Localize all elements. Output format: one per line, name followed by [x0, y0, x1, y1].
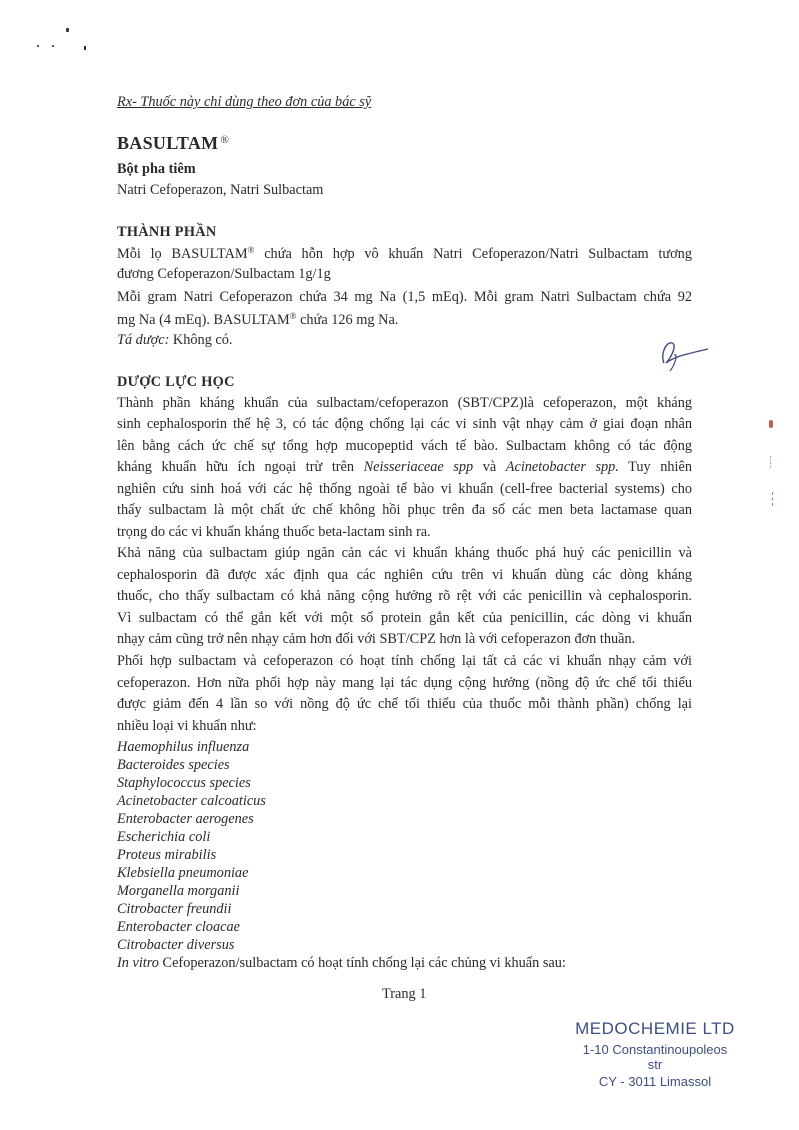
- product-title: [117, 133, 229, 154]
- active-ingredients: Natri Cefoperazon, Natri Sulbactam: [117, 182, 324, 198]
- species-item: Morganella morganii: [117, 883, 240, 899]
- product-name: BASULTAM: [117, 133, 219, 153]
- species-item: Enterobacter aerogenes: [117, 811, 254, 827]
- composition-line-4: mg Na (4 mEq). BASULTAM® chứa 126 mg Na.: [117, 311, 399, 328]
- species-item: Enterobacter cloacae: [117, 919, 240, 935]
- scan-speck: [52, 45, 54, 47]
- dosage-form: Bột pha tiêm: [117, 161, 196, 177]
- margin-mark: [769, 420, 773, 428]
- margin-mark: [770, 456, 777, 468]
- registered-mark: ®: [220, 134, 230, 146]
- pd-p2-line: thuốc, cho thấy sulbactam có khả năng cộng hưởng rõ rệt với các penicillin và cephalosporin.: [117, 588, 692, 604]
- in-vitro-line: In vitro Cefoperazon/sulbactam có hoạt tính chống lại các chủng vi khuẩn sau:: [117, 955, 566, 971]
- stamp-address-1: 1-10 Constantinoupoleos str: [582, 1042, 728, 1072]
- signature-icon: [652, 333, 712, 377]
- pd-p1-line: Thành phần kháng khuẩn của sulbactam/cefoperazon (SBT/CPZ)là cefoperazon, một kháng: [117, 395, 692, 411]
- pd-p1-line: nghiên cứu sinh hoá với các hệ thống ngoài tế bào vi khuẩn (cell-free bacterial systems) cho: [117, 481, 692, 497]
- species-item: Citrobacter freundii: [117, 901, 232, 917]
- pd-p1-line: lên bằng cách ức chế sự tổng hợp mucopeptid vách tế bào. Sulbactam không có tác động: [117, 438, 692, 454]
- pd-p1-line: kháng khuẩn hữu ích ngoại trừ trên Neisseriaceae spp và Acinetobacter spp. Tuy nhiên: [117, 459, 692, 475]
- composition-line-3: Mỗi gram Natri Cefoperazon chứa 34 mg Na (1,5 mEq). Mỗi gram Natri Sulbactam chứa 92: [117, 289, 692, 305]
- pd-p1-line: trọng do các vi khuẩn kháng thuốc beta-lactam sinh ra.: [117, 524, 431, 540]
- stamp-address-2: CY - 3011 Limassol: [598, 1074, 712, 1089]
- species-item: Klebsiella pneumoniae: [117, 865, 249, 881]
- composition-heading: THÀNH PHẦN: [117, 224, 217, 240]
- rx-note: Rx- Thuốc này chỉ dùng theo đơn của bác sỹ: [117, 94, 372, 110]
- species-item: Haemophilus influenza: [117, 739, 250, 755]
- species-item: Staphylococcus species: [117, 775, 251, 791]
- species-item: Bacteroides species: [117, 757, 230, 773]
- species-item: Acinetobacter calcoaticus: [117, 793, 266, 809]
- pd-p2-line: Khả năng của sulbactam giúp ngăn cản các vi khuẩn kháng thuốc phá huỷ các penicillin và: [117, 545, 692, 561]
- margin-mark: [772, 492, 776, 506]
- scan-speck: [37, 45, 39, 47]
- species-item: Citrobacter diversus: [117, 937, 235, 953]
- excipient-line: Tá dược: Không có.: [117, 332, 233, 348]
- scan-speck: [84, 46, 86, 50]
- pd-p3-line: Phối hợp sulbactam và cefoperazon có hoạt tính chống lại tất cả các vi khuẩn nhạy cảm với: [117, 653, 692, 669]
- company-stamp: [575, 1019, 735, 1089]
- page-number: Trang 1: [382, 986, 427, 1002]
- species-item: Escherichia coli: [117, 829, 211, 845]
- pd-p2-line: cephalosporin đã được xác định qua các nghiên cứu trên vi khuẩn dùng các dòng kháng: [117, 567, 692, 583]
- pharmacodynamics-heading: DƯỢC LỰC HỌC: [117, 374, 235, 390]
- pd-p2-line: Vì sulbactam có thể gắn kết với một số protein gắn kết của penicillin, các dòng vi khuẩn: [117, 610, 692, 626]
- composition-line-1: Mỗi lọ BASULTAM® chứa hỗn hợp vô khuẩn Natri Cefoperazon/Natri Sulbactam tương: [117, 245, 692, 262]
- pd-p3-line: cefoperazon. Hơn nữa phối hợp này mang lại tác dụng cộng hưởng (nồng độ ức chế tối thiểu: [117, 675, 692, 691]
- pd-p1-line: sinh cephalosporin thế hệ 3, có tác động chống lại các vi sinh vật nhạy cảm ở giai đoạn nhân: [117, 416, 692, 432]
- pd-p2-line: nhạy cảm cũng trở nên nhạy cảm hơn đối với SBT/CPZ hơn là với cefoperazon đơn thuần.: [117, 631, 636, 647]
- stamp-company: MEDOCHEMIE LTD: [575, 1019, 735, 1038]
- species-item: Proteus mirabilis: [117, 847, 217, 863]
- pd-p1-line: thấy sulbactam là một chất ức chế không hồi phục trên đa số các men beta lactamase quan: [117, 502, 692, 518]
- scan-speck: [66, 28, 69, 32]
- composition-line-2: đương Cefoperazon/Sulbactam 1g/1g: [117, 266, 331, 282]
- pd-p3-line: được giảm đến 4 lần so với nồng độ ức chế tối thiểu của thuốc mỗi thành phần) chống lại: [117, 696, 692, 712]
- pd-p3-line: nhiều loại vi khuẩn như:: [117, 718, 257, 734]
